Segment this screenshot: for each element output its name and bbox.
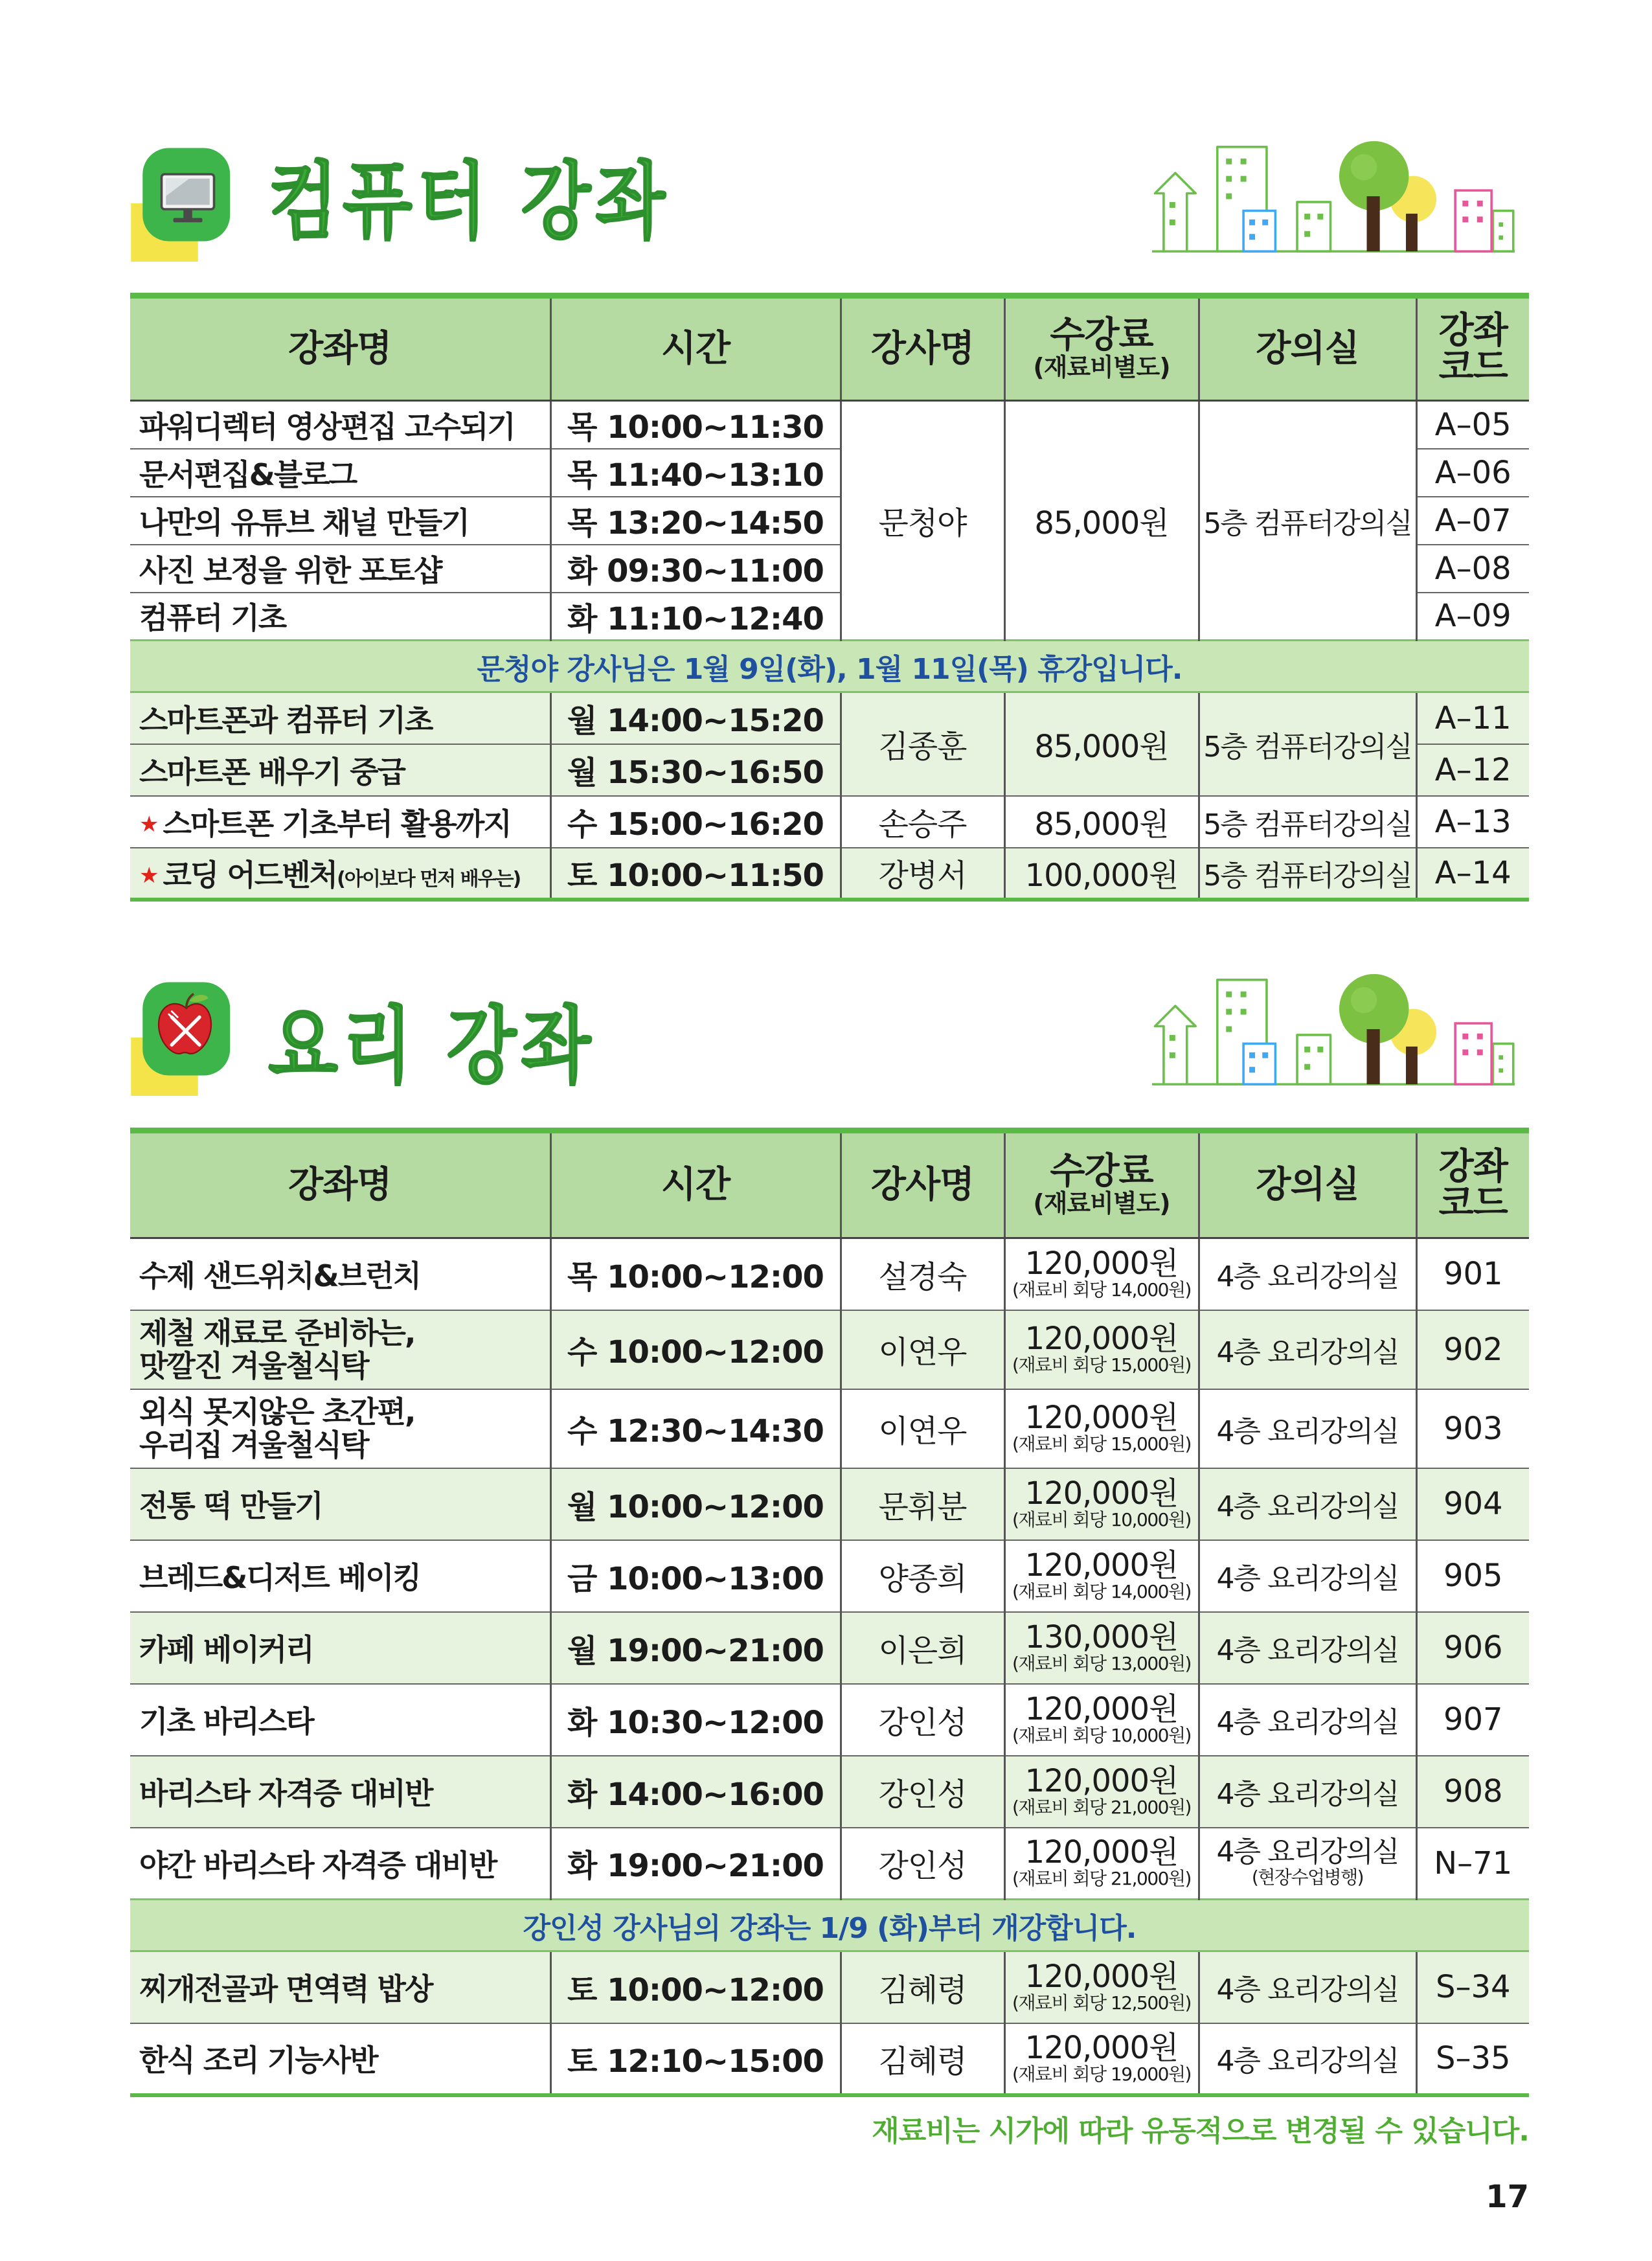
course-code-cell: 901	[1416, 1238, 1529, 1310]
instructor-cell: 양종희	[841, 1540, 1004, 1612]
course-time-cell: 월 14:00~15:20	[550, 692, 841, 744]
room-cell: 4층 요리강의실	[1199, 1238, 1416, 1310]
fee-cell	[1004, 1756, 1199, 1828]
room-cell: 5층 컴퓨터강의실	[1199, 848, 1416, 900]
course-name-cell	[130, 744, 550, 796]
header-code-line2: 코드	[1438, 1182, 1508, 1224]
header-code-line1: 강좌	[1438, 310, 1508, 352]
fee-amount: 120,000원	[1024, 1762, 1179, 1799]
room-cell: 4층 요리강의실	[1199, 1756, 1416, 1828]
course-name-cell	[130, 1238, 550, 1310]
course-row	[130, 1756, 1529, 1828]
instructor-cell: 이은희	[841, 1612, 1004, 1684]
instructor-cell: 손승주	[841, 796, 1004, 848]
course-code-cell: A–09	[1416, 593, 1529, 641]
course-name: 스마트폰 기초부터 활용까지	[163, 806, 511, 841]
course-code-cell: A–06	[1416, 449, 1529, 497]
course-code-cell: A–14	[1416, 848, 1529, 900]
course-name: 스마트폰 배우기 중급	[139, 754, 405, 790]
course-time-cell: 화 09:30~11:00	[550, 545, 841, 593]
course-code-cell: 904	[1416, 1468, 1529, 1540]
course-name-cell	[130, 593, 550, 641]
course-name-cell	[130, 401, 550, 449]
fee-material-note: (재료비 회당 10,000원)	[1012, 1724, 1191, 1746]
notice-text: 문청야 강사님은 1월 9일(화), 1월 11일(목) 휴강입니다.	[130, 641, 1529, 692]
course-name-cell	[130, 1684, 550, 1756]
instructor-cell: 강병서	[841, 848, 1004, 900]
course-name-cell	[130, 1468, 550, 1540]
course-time-cell: 목 10:00~12:00	[550, 1238, 841, 1310]
fee-cell: 85,000원	[1004, 401, 1199, 641]
course-time-cell: 토 10:00~12:00	[550, 1951, 841, 2023]
fee-amount: 120,000원	[1024, 1321, 1179, 1358]
course-name-cell	[130, 449, 550, 497]
course-name-cell	[130, 1612, 550, 1684]
course-time-cell: 화 19:00~21:00	[550, 1828, 841, 1900]
course-time-cell: 수 15:00~16:20	[550, 796, 841, 848]
fee-cell	[1004, 2023, 1199, 2095]
notice-text: 강인성 강사님의 강좌는 1/9 (화)부터 개강합니다.	[130, 1900, 1529, 1951]
room-cell: 4층 요리강의실	[1199, 1310, 1416, 1389]
room-cell: 4층 요리강의실	[1199, 1684, 1416, 1756]
course-name: 브레드&디저트 베이킹	[139, 1560, 421, 1595]
header-instructor: 강사명	[841, 296, 1004, 401]
course-time-cell: 금 10:00~13:00	[550, 1540, 841, 1612]
fee-cell	[1004, 1468, 1199, 1540]
course-name-cell	[130, 1310, 550, 1389]
header-time: 시간	[550, 296, 841, 401]
header-fee-note: (재료비별도)	[1033, 1189, 1170, 1218]
course-code-cell: 908	[1416, 1756, 1529, 1828]
course-name: 외식 못지않은 초간편,	[139, 1394, 415, 1429]
course-row	[130, 1238, 1529, 1310]
fee-cell	[1004, 1951, 1199, 2023]
course-code-cell: A–07	[1416, 497, 1529, 545]
course-time-cell: 월 19:00~21:00	[550, 1612, 841, 1684]
course-code-cell: A–11	[1416, 692, 1529, 744]
fee-material-note: (재료비 회당 15,000원)	[1012, 1354, 1191, 1376]
course-code-cell: A–12	[1416, 744, 1529, 796]
fee-cell	[1004, 1310, 1199, 1389]
course-row	[130, 1468, 1529, 1540]
course-time-cell: 목 13:20~14:50	[550, 497, 841, 545]
room-cell	[1199, 1828, 1416, 1900]
header-code-line1: 강좌	[1438, 1146, 1508, 1188]
course-time-cell: 목 11:40~13:10	[550, 449, 841, 497]
fee-cell	[1004, 1612, 1199, 1684]
computer-section-title: 컴퓨터 강좌	[268, 152, 670, 251]
header-code	[1416, 1131, 1529, 1238]
header-fee	[1004, 296, 1199, 401]
course-code-cell: 903	[1416, 1389, 1529, 1468]
table-header-row	[130, 1131, 1529, 1238]
course-name: 파워디렉터 영상편집 고수되기	[139, 409, 515, 444]
course-name: 컴퓨터 기초	[139, 600, 286, 636]
cooking-table-body	[130, 1238, 1529, 2095]
header-code	[1416, 296, 1529, 401]
course-time-cell: 토 10:00~11:50	[550, 848, 841, 900]
fee-amount: 120,000원	[1024, 1834, 1179, 1871]
course-name-line2: 맛깔진 겨울철식탁	[139, 1348, 368, 1383]
course-name-cell	[130, 848, 550, 900]
course-name-cell	[130, 2023, 550, 2095]
fee-amount: 120,000원	[1024, 1690, 1179, 1727]
course-row	[130, 1389, 1529, 1468]
course-code-cell: 905	[1416, 1540, 1529, 1612]
course-name: 나만의 유튜브 채널 만들기	[139, 505, 469, 540]
course-code-cell: A–13	[1416, 796, 1529, 848]
header-course-name: 강좌명	[130, 1131, 550, 1238]
course-name-cell	[130, 692, 550, 744]
fee-cell	[1004, 1828, 1199, 1900]
fee-material-note: (재료비 회당 14,000원)	[1012, 1580, 1191, 1602]
instructor-cell: 이연우	[841, 1389, 1004, 1468]
course-code-cell: 906	[1416, 1612, 1529, 1684]
room-cell: 4층 요리강의실	[1199, 2023, 1416, 2095]
room-cell: 4층 요리강의실	[1199, 1540, 1416, 1612]
course-row	[130, 1684, 1529, 1756]
course-time-cell: 화 10:30~12:00	[550, 1684, 841, 1756]
computer-table-body	[130, 401, 1529, 900]
course-name: 코딩 어드벤처	[163, 857, 337, 892]
notice-row	[130, 1900, 1529, 1951]
fee-amount: 120,000원	[1024, 1475, 1179, 1512]
city-illustration	[1152, 138, 1515, 255]
instructor-cell: 강인성	[841, 1684, 1004, 1756]
computer-course-table	[130, 293, 1529, 902]
course-name-cell	[130, 1389, 550, 1468]
city-illustration	[1152, 971, 1515, 1087]
course-name: 사진 보정을 위한 포토샵	[139, 552, 442, 588]
header-code-line2: 코드	[1438, 346, 1508, 388]
instructor-cell: 강인성	[841, 1756, 1004, 1828]
fee-amount: 130,000원	[1024, 1619, 1179, 1655]
room-cell: 4층 요리강의실	[1199, 1389, 1416, 1468]
course-name: 전통 떡 만들기	[139, 1488, 322, 1523]
room-cell: 5층 컴퓨터강의실	[1199, 692, 1416, 796]
fee-cell: 85,000원	[1004, 692, 1199, 796]
course-time-cell: 화 14:00~16:00	[550, 1756, 841, 1828]
course-name: 수제 샌드위치&브런치	[139, 1258, 421, 1294]
instructor-cell: 김종훈	[841, 692, 1004, 796]
course-name-line2: 우리집 겨울철식탁	[139, 1427, 368, 1462]
instructor-cell: 이연우	[841, 1310, 1004, 1389]
course-name: 카페 베이커리	[139, 1632, 313, 1667]
course-name: 기초 바리스타	[139, 1704, 313, 1739]
course-name-cell	[130, 796, 550, 848]
course-time-cell: 월 10:00~12:00	[550, 1468, 841, 1540]
notice-row	[130, 641, 1529, 692]
new-course-star-icon: ★	[139, 811, 158, 837]
fee-cell	[1004, 1238, 1199, 1310]
fee-material-note: (재료비 회당 14,000원)	[1012, 1278, 1191, 1301]
course-name-cell	[130, 1951, 550, 2023]
course-row	[130, 1612, 1529, 1684]
fee-amount: 120,000원	[1024, 2029, 1179, 2066]
header-fee-label: 수강료	[1050, 314, 1153, 357]
fee-amount: 120,000원	[1024, 1547, 1179, 1584]
course-time-cell: 목 10:00~11:30	[550, 401, 841, 449]
course-name-cell	[130, 545, 550, 593]
course-time-cell: 토 12:10~15:00	[550, 2023, 841, 2095]
fee-cell	[1004, 1389, 1199, 1468]
course-row	[130, 796, 1529, 848]
header-fee	[1004, 1131, 1199, 1238]
course-name: 제철 재료로 준비하는,	[139, 1315, 415, 1350]
course-time-cell: 월 15:30~16:50	[550, 744, 841, 796]
page-number: 17	[1486, 2179, 1529, 2215]
course-code-cell: 902	[1416, 1310, 1529, 1389]
course-code-cell: 907	[1416, 1684, 1529, 1756]
fee-material-note: (재료비 회당 21,000원)	[1012, 1868, 1191, 1890]
course-code-cell: A–08	[1416, 545, 1529, 593]
header-time: 시간	[550, 1131, 841, 1238]
course-time-cell: 수 10:00~12:00	[550, 1310, 841, 1389]
course-name: 스마트폰과 컴퓨터 기초	[139, 702, 433, 738]
header-instructor: 강사명	[841, 1131, 1004, 1238]
table-header-row	[130, 296, 1529, 401]
course-row	[130, 1310, 1529, 1389]
instructor-cell: 강인성	[841, 1828, 1004, 1900]
instructor-cell: 문휘분	[841, 1468, 1004, 1540]
fee-cell	[1004, 1540, 1199, 1612]
header-room: 강의실	[1199, 296, 1416, 401]
room-cell: 5층 컴퓨터강의실	[1199, 401, 1416, 641]
room-cell: 4층 요리강의실	[1199, 1612, 1416, 1684]
course-code-cell: S–34	[1416, 1951, 1529, 2023]
room-note: (현장수업병행)	[1251, 1867, 1364, 1889]
fee-material-note: (재료비 회당 21,000원)	[1012, 1796, 1191, 1818]
course-name-cell	[130, 1828, 550, 1900]
instructor-cell: 김혜령	[841, 2023, 1004, 2095]
course-name: 바리스타 자격증 대비반	[139, 1776, 433, 1811]
course-name-cell	[130, 1540, 550, 1612]
instructor-cell: 문청야	[841, 401, 1004, 641]
fee-amount: 120,000원	[1024, 1958, 1179, 1995]
room-cell: 4층 요리강의실	[1199, 1468, 1416, 1540]
apple-icon	[130, 979, 234, 1096]
course-name: 찌개전골과 면역력 밥상	[139, 1971, 433, 2007]
fee-amount: 120,000원	[1024, 1400, 1179, 1437]
course-name: 야간 바리스타 자격증 대비반	[139, 1847, 497, 1883]
fee-cell: 100,000원	[1004, 848, 1199, 900]
course-name: 문서편집&블로그	[139, 457, 357, 492]
course-time-cell: 수 12:30~14:30	[550, 1389, 841, 1468]
header-fee-note: (재료비별도)	[1033, 353, 1170, 382]
fee-material-note: (재료비 회당 12,500원)	[1012, 1992, 1191, 2014]
fee-material-note: (재료비 회당 13,000원)	[1012, 1652, 1191, 1674]
course-name: 한식 조리 기능사반	[139, 2043, 378, 2078]
header-course-name: 강좌명	[130, 296, 550, 401]
fee-cell: 85,000원	[1004, 796, 1199, 848]
room-cell: 4층 요리강의실	[1199, 1951, 1416, 2023]
course-row	[130, 848, 1529, 900]
course-row	[130, 2023, 1529, 2095]
course-row	[130, 1540, 1529, 1612]
fee-amount: 120,000원	[1024, 1245, 1179, 1282]
cooking-course-table	[130, 1128, 1529, 2097]
header-room: 강의실	[1199, 1131, 1416, 1238]
new-course-star-icon: ★	[139, 862, 158, 889]
course-name-cell	[130, 1756, 550, 1828]
course-row	[130, 692, 1529, 744]
course-code-cell: S–35	[1416, 2023, 1529, 2095]
course-code-cell: A–05	[1416, 401, 1529, 449]
room-cell: 5층 컴퓨터강의실	[1199, 796, 1416, 848]
course-name-cell	[130, 497, 550, 545]
course-time-cell: 화 11:10~12:40	[550, 593, 841, 641]
fee-material-note: (재료비 회당 15,000원)	[1012, 1433, 1191, 1455]
course-code-cell: N–71	[1416, 1828, 1529, 1900]
fee-cell	[1004, 1684, 1199, 1756]
cooking-section-title: 요리 강좌	[268, 997, 596, 1095]
instructor-cell: 설경숙	[841, 1238, 1004, 1310]
header-fee-label: 수강료	[1050, 1150, 1153, 1193]
fee-material-note: (재료비 회당 10,000원)	[1012, 1508, 1191, 1530]
monitor-icon	[130, 145, 234, 262]
course-row	[130, 1951, 1529, 2023]
fee-material-note: (재료비 회당 19,000원)	[1012, 2063, 1191, 2085]
course-row	[130, 1828, 1529, 1900]
course-row	[130, 401, 1529, 449]
course-name-note: (아이보다 먼저 배우는)	[337, 867, 521, 891]
material-fee-footnote: 재료비는 시가에 따라 유동적으로 변경될 수 있습니다.	[872, 2115, 1529, 2148]
instructor-cell: 김혜령	[841, 1951, 1004, 2023]
room-name: 4층 요리강의실	[1216, 1835, 1399, 1869]
